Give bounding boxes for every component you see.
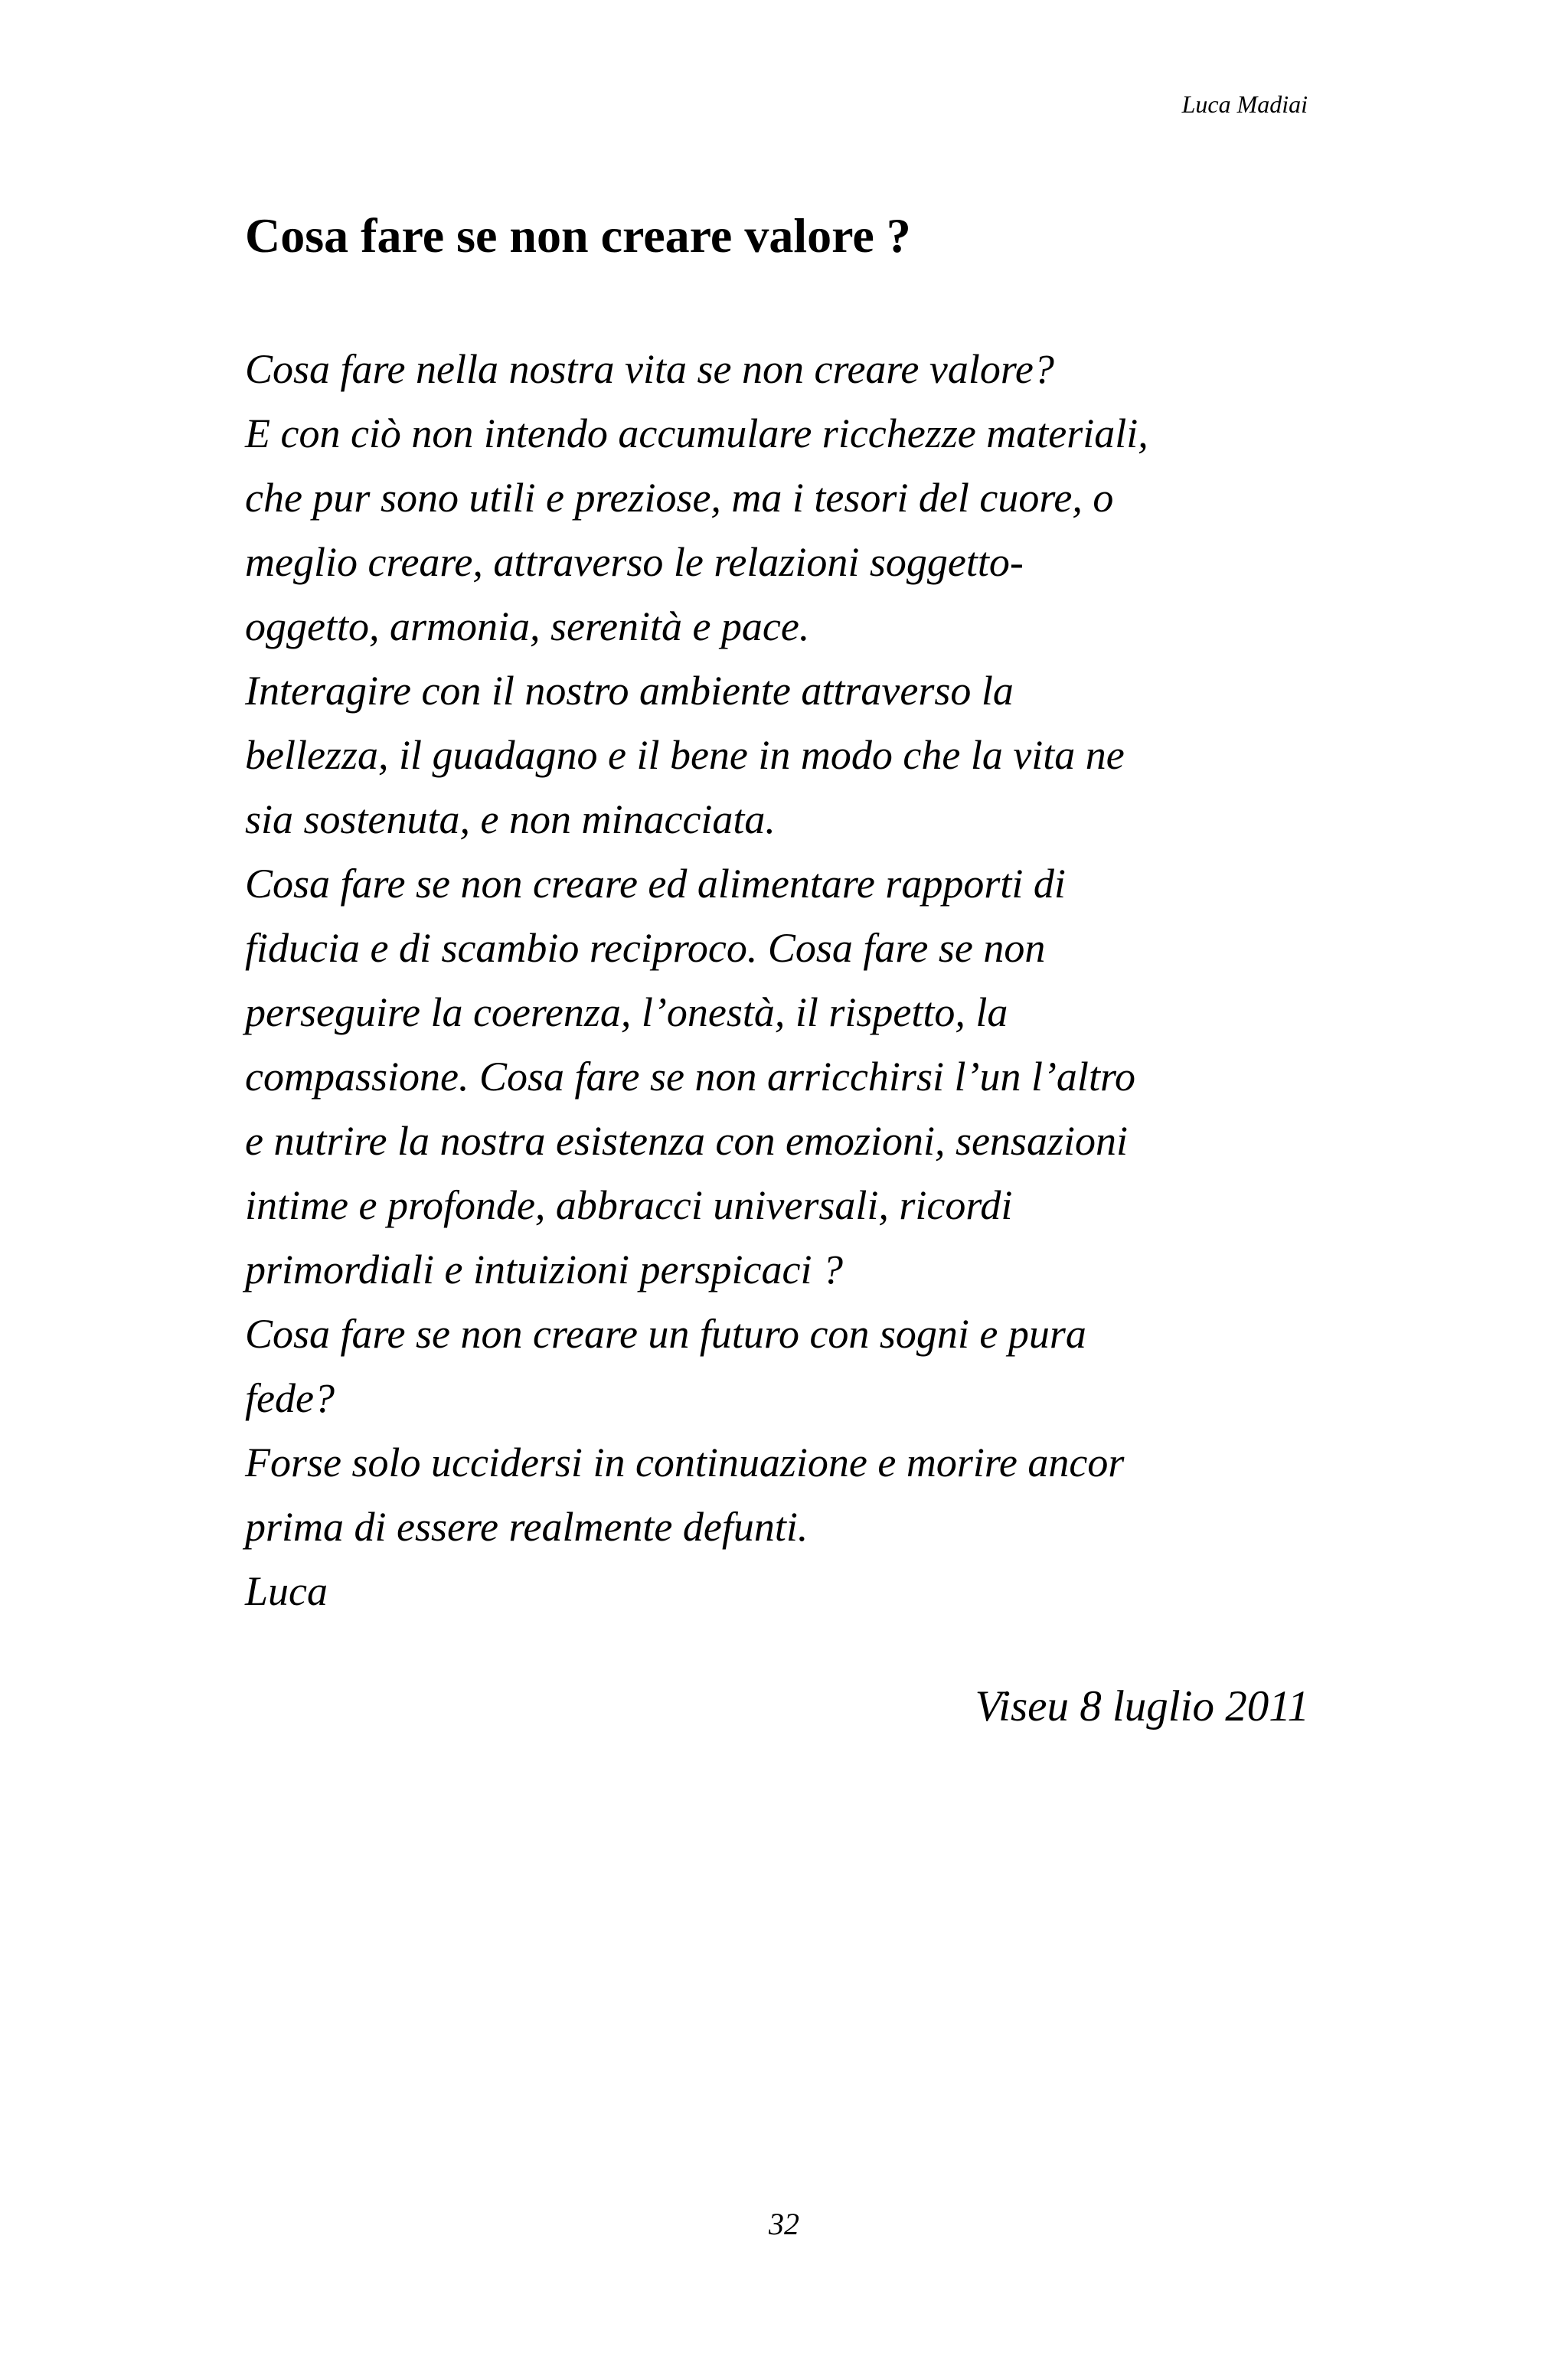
poem-body bbox=[245, 337, 1332, 1623]
poem-line: e nutrire la nostra esistenza con emozioni, sensazioni bbox=[245, 1118, 1128, 1164]
running-header-author: Luca Madiai bbox=[1181, 90, 1308, 118]
page-number: 32 bbox=[769, 2207, 799, 2241]
poem-line: Interagire con il nostro ambiente attraverso la bbox=[245, 668, 1014, 714]
poem-line: fiducia e di scambio reciproco. Cosa fare se non bbox=[245, 925, 1046, 971]
poem-line: Cosa fare se non creare ed alimentare rapporti di bbox=[245, 861, 1066, 907]
poem-line: primordiali e intuizioni perspicaci ? bbox=[245, 1247, 843, 1292]
poem-line: prima di essere realmente defunti. bbox=[245, 1504, 808, 1550]
poem-line: E con ciò non intendo accumulare ricchezze materiali, bbox=[245, 410, 1148, 456]
poem-line: perseguire la coerenza, l’onestà, il rispetto, la bbox=[245, 989, 1008, 1035]
poem-line: Cosa fare nella nostra vita se non creare valore? bbox=[245, 346, 1054, 392]
poem-line: che pur sono utili e preziose, ma i tesori del cuore, o bbox=[245, 475, 1114, 521]
poem-line: meglio creare, attraverso le relazioni soggetto- bbox=[245, 539, 1024, 585]
poem-line: Forse solo uccidersi in continuazione e morire ancor bbox=[245, 1440, 1125, 1485]
poem-line: Cosa fare se non creare un futuro con sogni e pura bbox=[245, 1311, 1086, 1357]
poem-line: bellezza, il guadagno e il bene in modo che la vita ne bbox=[245, 732, 1125, 778]
poem-line: sia sostenuta, e non minacciata. bbox=[245, 796, 776, 842]
poem-line: oggetto, armonia, serenità e pace. bbox=[245, 603, 810, 649]
poem-line: fede? bbox=[245, 1375, 335, 1421]
poem-signature-line: Luca bbox=[245, 1568, 328, 1614]
poem-line: compassione. Cosa fare se non arricchirsi l’un l’altro bbox=[245, 1054, 1135, 1100]
poem-line: intime e profonde, abbracci universali, ricordi bbox=[245, 1182, 1013, 1228]
page-title: Cosa fare se non creare valore ? bbox=[245, 208, 911, 263]
place-date: Viseu 8 luglio 2011 bbox=[975, 1682, 1309, 1730]
